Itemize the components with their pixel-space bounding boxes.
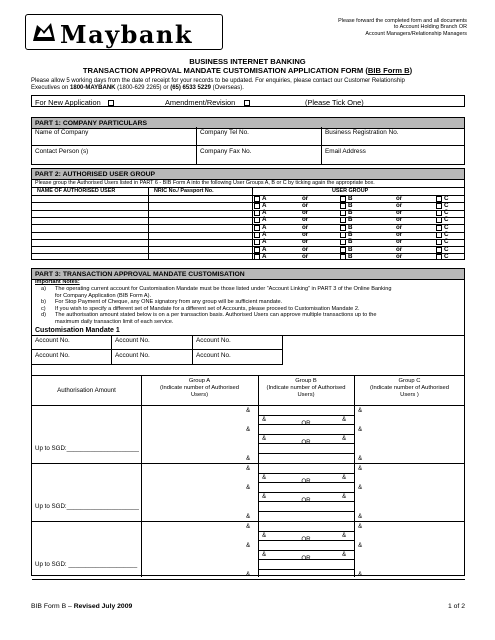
divider [258,559,354,560]
account-number-field[interactable] [32,350,112,365]
divider [258,473,354,474]
column-divider [141,375,142,577]
forwarding-note-line: Account Managers/Relationship Managers [365,30,467,37]
new-application-label: For New Application [35,97,101,107]
account-number-field[interactable] [32,335,112,350]
note-text: For Stop Payment of Cheque, any ONE signatory from any group will be sufficient mandate. [55,299,283,306]
account-label: Account No. [196,352,231,359]
divider [258,540,354,541]
group-c-label: C [444,231,449,238]
form-title-close: ) [409,66,413,75]
or-label: or [396,216,403,224]
up-to-sgd-field[interactable]: Up to SGD: ____________________ [35,561,138,568]
col-nric-passport: NRIC No./ Passport No. [154,188,214,194]
group-c-checkbox[interactable] [436,217,442,223]
and-symbol: & [358,464,363,472]
footer-form-code: BIB Form B – [31,603,74,610]
group-a-checkbox[interactable] [254,217,260,223]
user-group-choice-row [254,253,464,261]
field-label: Contact Person (s) [35,148,89,155]
group-c-label: C [444,209,449,217]
col-group-c [354,378,465,399]
or-label: or [302,238,309,246]
divider [258,434,354,435]
account-number-field[interactable] [112,350,193,365]
group-a-checkbox[interactable] [254,247,260,253]
note-text: for Company Application (BIB Form A). [55,292,152,299]
and-symbol: & [246,570,251,578]
form-title-line1: BUSINESS INTERNET BANKING [189,57,306,66]
divider [32,579,465,580]
note-text: If you wish to specify a different set of Mandate for a different set of Accounts, please proceed to Customisation Mandate 2. [55,305,360,312]
group-a-checkbox[interactable] [254,254,260,260]
or-label: or [396,201,403,209]
company-tel-field[interactable] [197,127,322,146]
field-label: Name of Company [35,129,89,136]
footer-revision-date: Revised July 2009 [73,603,133,610]
and-symbol: & [342,493,347,501]
field-label: Business Registration No. [325,129,399,136]
group-b-checkbox[interactable] [340,203,346,209]
and-symbol: & [358,406,363,414]
and-symbol: & [246,512,251,520]
column-divider [354,375,355,577]
part3-section [31,268,465,576]
group-b-checkbox[interactable] [340,196,346,202]
and-symbol: & [246,541,251,549]
or-label: or [396,209,403,217]
form-title-text: TRANSACTION APPROVAL MANDATE CUSTOMISATION APPLICATION FORM ( [82,66,368,75]
group-a-label: A [262,252,267,260]
account-label: Account No. [115,352,150,359]
group-c-checkbox[interactable] [436,232,442,238]
note-key: d) [41,312,46,319]
account-label: Account No. [115,337,150,344]
group-b-label: B [348,223,353,231]
account-number-field[interactable] [193,335,283,350]
group-c-checkbox[interactable] [436,254,442,260]
tiger-emblem-icon [31,19,57,45]
or-label: or [302,194,309,202]
or-label: or [302,201,309,209]
col-header-line: Group B [295,378,317,384]
and-symbol: & [262,474,267,482]
divider [258,415,354,416]
or-label: or [396,252,403,260]
field-label: Email Address [325,148,366,155]
group-c-checkbox[interactable] [436,210,442,216]
part1-header: PART 1: COMPANY PARTICULARS [32,118,464,129]
group-c-checkbox[interactable] [436,203,442,209]
or-label: OR [301,439,311,447]
and-symbol: & [358,425,363,433]
col-header-line: Users ) [400,392,419,398]
group-c-label: C [444,223,449,231]
account-label: Account No. [35,337,70,344]
note-key: b) [41,299,46,306]
group-a-checkbox[interactable] [254,232,260,238]
or-label: OR [301,420,311,428]
business-reg-field[interactable] [322,127,465,146]
intro-suffix: (Overseas). [210,85,244,91]
or-label: or [302,223,309,231]
and-symbol: & [358,512,363,520]
and-symbol: & [246,483,251,491]
field-label: Company Tel No. [200,129,249,136]
col-authorisation-amount: Authorisation Amount [57,386,116,394]
group-c-checkbox[interactable] [436,225,442,231]
account-number-field[interactable] [112,335,193,350]
and-symbol: & [262,435,267,443]
group-c-checkbox[interactable] [436,196,442,202]
group-a-checkbox[interactable] [254,196,260,202]
group-b-label: B [348,216,353,224]
group-c-label: C [444,194,449,202]
new-application-option[interactable] [35,98,115,107]
field-label: Company Fax No. [200,148,252,155]
group-c-checkbox[interactable] [436,247,442,253]
part1-table [31,117,465,165]
and-symbol: & [342,416,347,424]
and-symbol: & [262,416,267,424]
or-label: OR [301,497,311,505]
intro-line: Please allow 5 working days from the date of receipt for your records to be updated. For enquiries, please contact our Customer Relationship [31,78,405,84]
divider [258,492,354,493]
divider [258,550,354,551]
overseas-number: (65) 6533 5229 [170,85,211,91]
and-symbol: & [262,551,267,559]
and-symbol: & [358,570,363,578]
intro-text [31,78,471,92]
group-b-label: B [348,201,353,209]
account-number-field[interactable] [193,350,283,365]
group-c-checkbox[interactable] [436,239,442,245]
account-label: Account No. [35,352,70,359]
new-application-checkbox[interactable] [108,100,114,106]
group-a-checkbox[interactable] [254,239,260,245]
or-label: OR [301,555,311,563]
part2-header: PART 2: AUTHORISED USER GROUP [32,169,464,180]
note-text: The authorisation amount stated below is on a per transaction basis. Authorised Users can approve multiple transactions up to the [55,312,377,319]
forwarding-note [338,18,467,37]
group-c-label: C [444,201,449,209]
group-b-checkbox[interactable] [340,247,346,253]
page-number: 1 of 2 [447,603,465,610]
col-authorised-user: NAME OF AUTHORISED USER [37,188,116,194]
group-a-label: A [262,245,267,253]
forwarding-note-line: Please forward the completed form and all documents [338,18,467,24]
part2-instruction: Please group the Authorised Users listed in PART 6 - BIB Form A into the following User Groups A, B or C by ticking again the appropriate box. [35,180,375,186]
amendment-label: Amendment/Revision [165,97,236,107]
and-symbol: & [262,532,267,540]
col-header-line: (Indicate number of Authorised [370,385,449,391]
company-fax-field[interactable] [197,146,322,165]
group-b-checkbox[interactable] [340,225,346,231]
group-c-label: C [444,238,449,246]
or-label: or [396,238,403,246]
group-a-label: A [262,209,267,217]
and-symbol: & [342,551,347,559]
column-divider [258,375,259,577]
and-symbol: & [358,522,363,530]
footer-form-version [31,603,132,610]
or-label: or [302,209,309,217]
col-header-line: (Indicate number of Authorised [160,385,239,391]
important-notes-title: Important Notes: [35,279,80,285]
and-symbol: & [246,522,251,530]
note-text: maximum daily transaction limit of each service. [55,319,174,325]
and-symbol: & [246,464,251,472]
part2-table [31,168,465,260]
and-symbol: & [358,541,363,549]
divider [32,335,465,336]
col-group-b [258,378,354,399]
email-field[interactable] [322,146,465,165]
group-a-label: A [262,194,267,202]
col-user-group: USER GROUP [332,188,369,194]
note-key: c) [41,305,46,312]
divider [258,453,354,454]
intro-prefix: Executives on [31,85,71,91]
and-symbol: & [246,425,251,433]
or-label: OR [301,536,311,544]
col-header-line: (Indicate number of Authorised [266,385,346,391]
hotline-number: 1800-MAYBANK [70,85,116,91]
group-b-label: B [348,238,353,246]
col-group-a [141,378,258,399]
divider [258,482,354,483]
and-symbol: & [342,435,347,443]
company-name-field[interactable] [32,127,197,146]
group-c-label: C [444,252,449,260]
group-b-label: B [348,209,353,217]
group-b-checkbox[interactable] [340,239,346,245]
hotline-alt: (1800-629 2265) or [115,85,171,91]
group-b-checkbox[interactable] [340,254,346,260]
col-header-line: Group C [398,378,421,384]
divider [258,511,354,512]
group-b-checkbox[interactable] [340,210,346,216]
application-type-box [31,95,465,107]
and-symbol: & [246,406,251,414]
group-a-checkbox[interactable] [254,225,260,231]
note-text: The operating current account for Customisation Mandate must be those listed under “Account Linking” in PART 3 of the Online Banking [55,286,392,292]
maybank-logo-text: Maybank [60,20,193,49]
form-title-line2 [0,66,495,75]
col-header-line: Users) [190,392,209,398]
or-label: or [396,223,403,231]
or-label: or [302,216,309,224]
or-label: or [302,245,309,253]
col-header-line: Users) [297,392,315,398]
or-label: or [302,252,309,260]
and-symbol: & [358,454,363,462]
up-to-sgd-field[interactable]: Up to SGD:_____________________ [35,445,139,452]
divider [258,443,354,444]
group-b-label: B [348,252,353,260]
and-symbol: & [342,532,347,540]
group-a-checkbox[interactable] [254,210,260,216]
or-label: or [396,245,403,253]
group-a-label: A [262,216,267,224]
mandate-1-title: Customisation Mandate 1 [35,327,120,334]
group-b-label: B [348,245,353,253]
intro-line [31,85,471,92]
and-symbol: & [246,454,251,462]
group-b-label: B [348,231,353,238]
part3-header: PART 3: TRANSACTION APPROVAL MANDATE CUSTOMISATION [32,269,464,280]
or-label: or [396,231,403,238]
amendment-option[interactable] [165,98,251,107]
divider [258,531,354,532]
tick-one-note: (Please Tick One) [305,97,364,107]
note-key: a) [41,286,46,292]
group-c-label: C [444,216,449,224]
contact-person-field[interactable] [32,146,197,165]
forwarding-note-line: to Account Holding Branch OR [393,24,467,31]
group-a-label: A [262,201,267,209]
or-label: or [302,231,309,238]
and-symbol: & [262,493,267,501]
group-a-label: A [262,231,267,238]
group-b-label: B [348,194,353,202]
or-label: or [396,194,403,202]
group-a-label: A [262,223,267,231]
col-header-line: Group A [188,378,211,384]
account-label: Account No. [196,337,231,344]
group-b-checkbox[interactable] [340,217,346,223]
divider [258,424,354,425]
form-code: BIB Form B [367,66,410,75]
or-label: OR [301,478,311,486]
up-to-sgd-field[interactable]: Up to SGD:_____________________ [35,503,139,510]
group-c-label: C [444,245,449,253]
group-a-checkbox[interactable] [254,203,260,209]
divider [258,501,354,502]
amendment-checkbox[interactable] [244,100,250,106]
divider [258,569,354,570]
and-symbol: & [358,483,363,491]
group-b-checkbox[interactable] [340,232,346,238]
group-a-label: A [262,238,267,246]
and-symbol: & [342,474,347,482]
